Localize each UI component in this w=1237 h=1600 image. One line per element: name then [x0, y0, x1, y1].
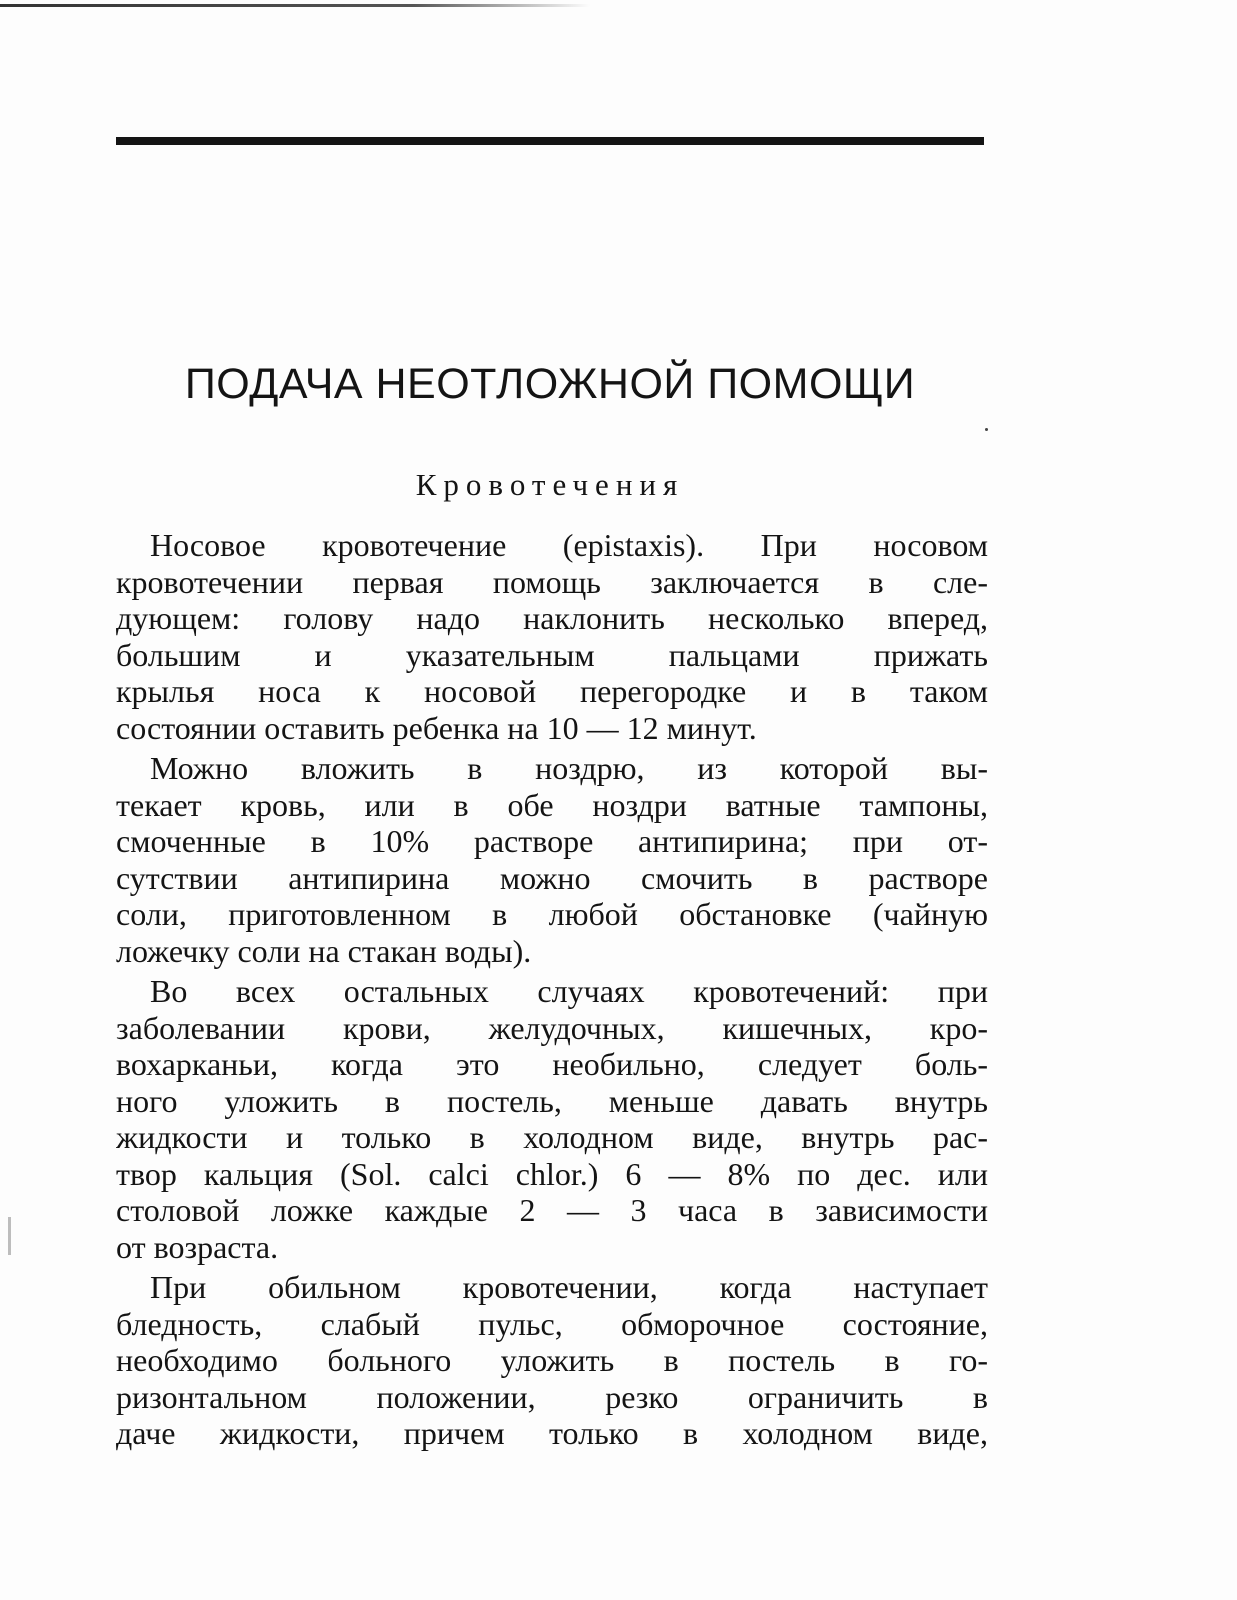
text-line: Во всех остальных случаях кровотечений: при — [150, 973, 988, 1009]
paragraph-heavy-bleeding — [116, 1269, 988, 1452]
text-line: твор кальция (Sol. calci chlor.) 6 — 8% по дес. или — [116, 1155, 988, 1192]
paragraph-other-bleeding — [116, 973, 988, 1265]
text-line: необходимо больного уложить в постель в го- — [116, 1342, 988, 1378]
text-line: жидкости и только в холодном виде, внутрь рас- — [116, 1119, 988, 1155]
text-line: большим и указательным пальцами прижать — [116, 636, 988, 673]
body-text — [116, 527, 988, 1452]
text-line: даче жидкости, причем только в холодном виде, — [116, 1415, 988, 1451]
text-line: дующем: голову надо наклонить несколько вперед, — [116, 600, 988, 636]
text-line: крылья носа к носовой перегородке и в таком — [116, 673, 988, 709]
text-line: При обильном кровотечении, когда наступает — [150, 1269, 988, 1305]
text-line: столовой ложке каждые 2 — 3 часа в зависимости — [116, 1192, 988, 1228]
text-line: состоянии оставить ребенка на 10 — 12 минут. — [116, 709, 757, 746]
text-line: бледность, слабый пульс, обморочное состояние, — [116, 1305, 988, 1342]
text-line: ного уложить в постель, меньше давать внутрь — [116, 1082, 988, 1119]
chapter-header-rule — [116, 137, 984, 145]
text-line: соли, приготовленном в любой обстановке (чайную — [116, 896, 988, 932]
text-line: ложечку соли на стакан воды). — [116, 932, 532, 969]
paragraph-tampons — [116, 750, 988, 969]
paragraph-nosebleed — [116, 527, 988, 746]
text-line: Можно вложить в ноздрю, из которой вы- — [150, 750, 988, 786]
text-line: кровотечении первая помощь заключается в сле- — [116, 563, 988, 600]
text-line: смоченные в 10% растворе антипирина; при от- — [116, 823, 988, 859]
text-line: заболевании крови, желудочных, кишечных, кро- — [116, 1009, 988, 1046]
text-line: сутствии антипирина можно смочить в растворе — [116, 859, 988, 896]
text-line: ризонтальном положении, резко ограничить в — [116, 1378, 988, 1415]
text-line: текает кровь, или в обе ноздри ватные тампоны, — [116, 786, 988, 823]
text-line: от возраста. — [116, 1228, 279, 1265]
scan-margin-mark — [8, 1217, 11, 1255]
section-title: Кровотечения — [415, 467, 685, 502]
scan-edge — [0, 4, 590, 7]
text-line: Носовое кровотечение (epistaxis). При носовом — [150, 527, 988, 563]
chapter-title: ПОДАЧА НЕОТЛОЖНОЙ ПОМОЩИ — [184, 360, 916, 408]
scan-speck — [985, 428, 988, 431]
text-line: вохарканьи, когда это необильно, следует боль- — [116, 1046, 988, 1082]
